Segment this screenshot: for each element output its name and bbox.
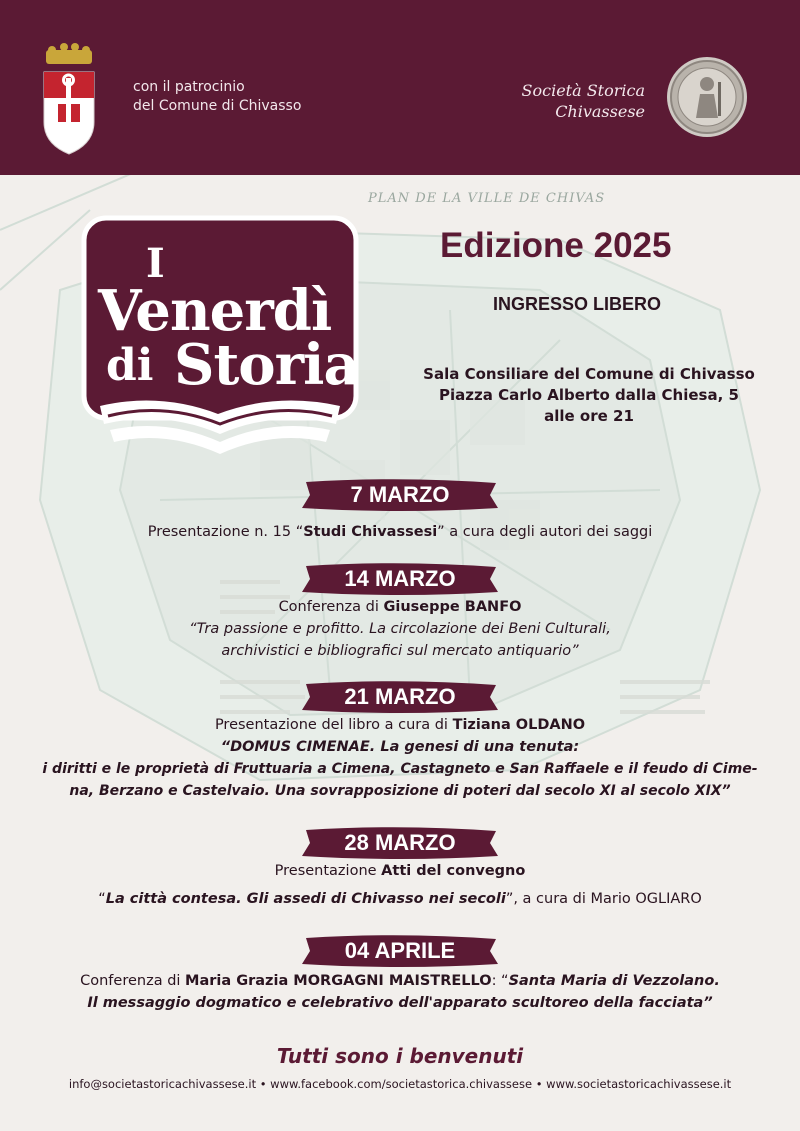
logo-line3a: di [106, 340, 154, 391]
event-3-line3: i diritti e le proprietà di Fruttuaria a Cimena, Castagneto e San Raffaele e il feudo di Cime- [42, 761, 758, 777]
venue-line1: Sala Consiliare del Comune di Chivasso [423, 365, 755, 383]
event-2-line2: “Tra passione e profitto. La circolazione dei Beni Culturali, [189, 621, 611, 637]
logo-line1: I [146, 240, 165, 287]
venue-info [420, 364, 758, 427]
society-line1: Società Storica [521, 81, 645, 100]
society-name [522, 80, 645, 122]
header-band [0, 0, 800, 175]
patronage-line1: con il patrocinio [133, 79, 245, 95]
map-title: PLAN DE LA VILLE DE CHIVAS [368, 191, 606, 206]
event-2-line3: archivistici e bibliografici sul mercato antiquario” [221, 643, 579, 659]
venue-line3: alle ore 21 [544, 407, 634, 425]
logo-line2: Venerdì [98, 278, 332, 344]
welcome-message: Tutti sono i benvenuti [276, 1044, 524, 1068]
date-banner-14-marzo [300, 562, 500, 596]
event-5-line1: Conferenza di Maria Grazia MORGAGNI MAISTRELLO: “Santa Maria di Vezzolano. [80, 973, 720, 989]
society-line2: Chivassese [555, 102, 645, 121]
contact-footer: info@societastoricachivassese.it • www.facebook.com/societastorica.chivassese • www.societastoricachivassese.it [68, 1077, 732, 1091]
edition-title: Edizione 2025 [440, 226, 672, 265]
event-date: 7 MARZO [350, 482, 450, 507]
event-2-line1: Conferenza di Giuseppe BANFO [278, 599, 522, 615]
free-entry-label: INGRESSO LIBERO [493, 294, 662, 314]
event-date: 21 MARZO [344, 684, 456, 709]
event-date: 14 MARZO [344, 566, 456, 591]
date-banner-04-aprile [300, 934, 500, 968]
event-date: 04 APRILE [344, 938, 456, 963]
event-3-line1: Presentazione del libro a cura di Tiziana OLDANO [214, 717, 586, 733]
patronage-line2: del Comune di Chivasso [133, 98, 302, 114]
event-4-line1: Presentazione Atti del convegno [274, 863, 526, 879]
event-5-line2: Il messaggio dogmatico e celebrativo dell'apparato scultoreo della facciata” [87, 995, 713, 1011]
date-banner-7-marzo [300, 478, 500, 512]
event-3-line2: “DOMUS CIMENAE. La genesi di una tenuta: [220, 739, 580, 755]
event-1-line1: Presentazione n. 15 “Studi Chivassesi” a cura degli autori dei saggi [147, 524, 653, 540]
event-4-line2: “La città contesa. Gli assedi di Chivasso nei secoli”, a cura di Mario OGLIARO [98, 891, 702, 907]
medieval-coin-icon [666, 56, 748, 138]
logo-line3b: Storia [174, 332, 359, 398]
venue-line2: Piazza Carlo Alberto dalla Chiesa, 5 [439, 386, 739, 404]
event-3-line4: na, Berzano e Castelvaio. Una sovrapposizione di poteri dal secolo XI al secolo XIX” [69, 783, 731, 799]
patronage-text [133, 78, 301, 116]
date-banner-28-marzo [300, 826, 500, 860]
chivasso-coat-of-arms-icon [40, 42, 98, 158]
event-date: 28 MARZO [344, 830, 456, 855]
date-banner-21-marzo [300, 680, 500, 714]
